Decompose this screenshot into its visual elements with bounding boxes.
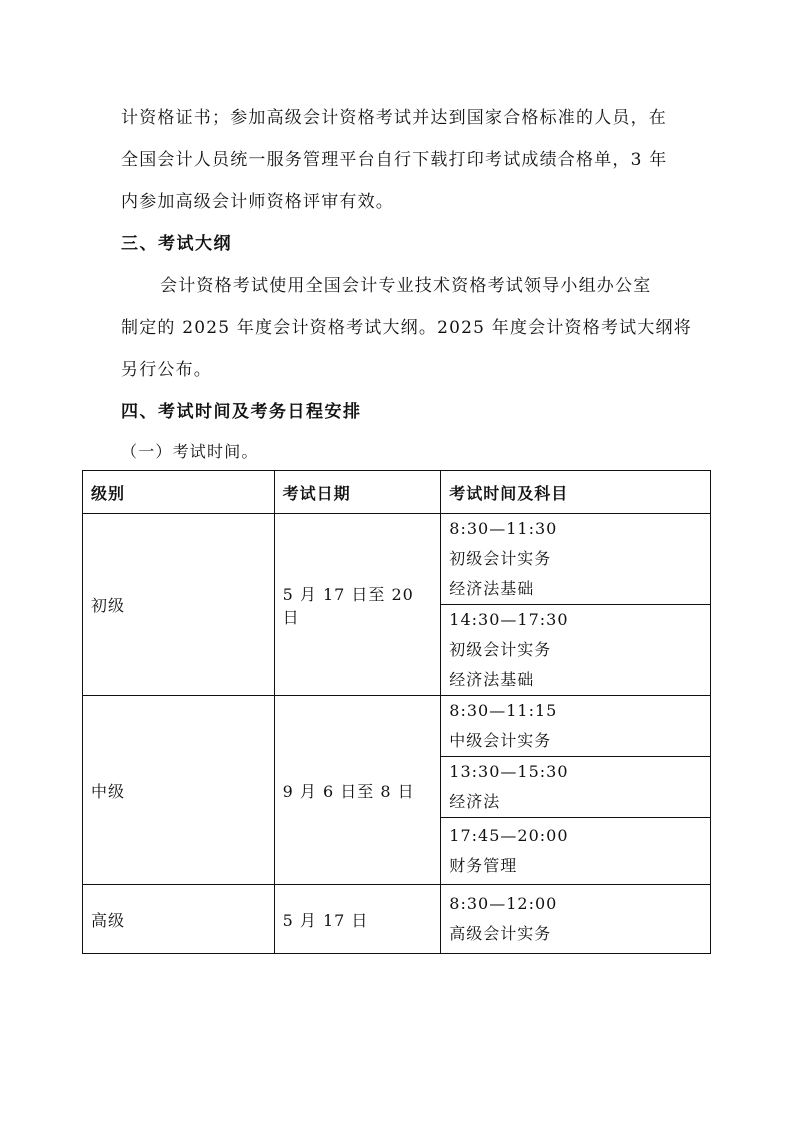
paragraph-line: 内参加高级会计师资格评审有效。 xyxy=(121,192,394,212)
session-subject: 初级会计实务 xyxy=(449,549,552,568)
session-time: 8:30—11:15 xyxy=(449,701,558,720)
session-time: 14:30—17:30 xyxy=(449,610,569,629)
paragraph-line: 计资格证书；参加高级会计资格考试并达到国家合格标准的人员，在 xyxy=(121,108,667,128)
table-header-row xyxy=(83,471,711,514)
session-time: 8:30—12:00 xyxy=(449,894,558,913)
date-cell: 5 月 17 日 xyxy=(274,885,441,954)
date-cell: 5 月 17 日至 20 日 xyxy=(274,514,441,696)
header-date: 考试日期 xyxy=(274,471,441,514)
table-row xyxy=(83,696,711,757)
session-time: 17:45—20:00 xyxy=(449,826,569,845)
subsection-label: （一）考试时间。 xyxy=(121,442,259,461)
section-heading: 四、考试时间及考务日程安排 xyxy=(121,402,362,422)
session-subject: 经济法基础 xyxy=(449,579,535,598)
exam-schedule-table xyxy=(82,470,711,954)
paragraph-line: 制定的 2025 年度会计资格考试大纲。2025 年度会计资格考试大纲将 xyxy=(121,318,692,338)
level-cell: 高级 xyxy=(83,885,275,954)
level-cell: 中级 xyxy=(83,696,275,885)
level-cell: 初级 xyxy=(83,514,275,696)
session-cell xyxy=(441,818,711,885)
header-level: 级别 xyxy=(83,471,275,514)
table-row xyxy=(83,885,711,954)
table-row xyxy=(83,514,711,605)
header-time-subject: 考试时间及科目 xyxy=(441,471,711,514)
paragraph-line: 另行公布。 xyxy=(121,360,212,380)
session-subject: 财务管理 xyxy=(449,856,518,875)
date-cell: 9 月 6 日至 8 日 xyxy=(274,696,441,885)
session-cell xyxy=(441,885,711,954)
session-cell xyxy=(441,605,711,696)
session-time: 8:30—11:30 xyxy=(449,519,558,538)
session-subject: 经济法 xyxy=(449,792,501,811)
session-subject: 初级会计实务 xyxy=(449,640,552,659)
session-subject: 高级会计实务 xyxy=(449,924,552,943)
session-subject: 经济法基础 xyxy=(449,670,535,689)
paragraph-line: 会计资格考试使用全国会计专业技术资格考试领导小组办公室 xyxy=(160,276,652,296)
session-cell xyxy=(441,696,711,757)
session-time: 13:30—15:30 xyxy=(449,762,569,781)
session-cell xyxy=(441,514,711,605)
section-heading: 三、考试大纲 xyxy=(121,234,232,254)
session-cell xyxy=(441,757,711,818)
session-subject: 中级会计实务 xyxy=(449,731,552,750)
paragraph-line: 全国会计人员统一服务管理平台自行下载打印考试成绩合格单，3 年 xyxy=(121,150,668,170)
